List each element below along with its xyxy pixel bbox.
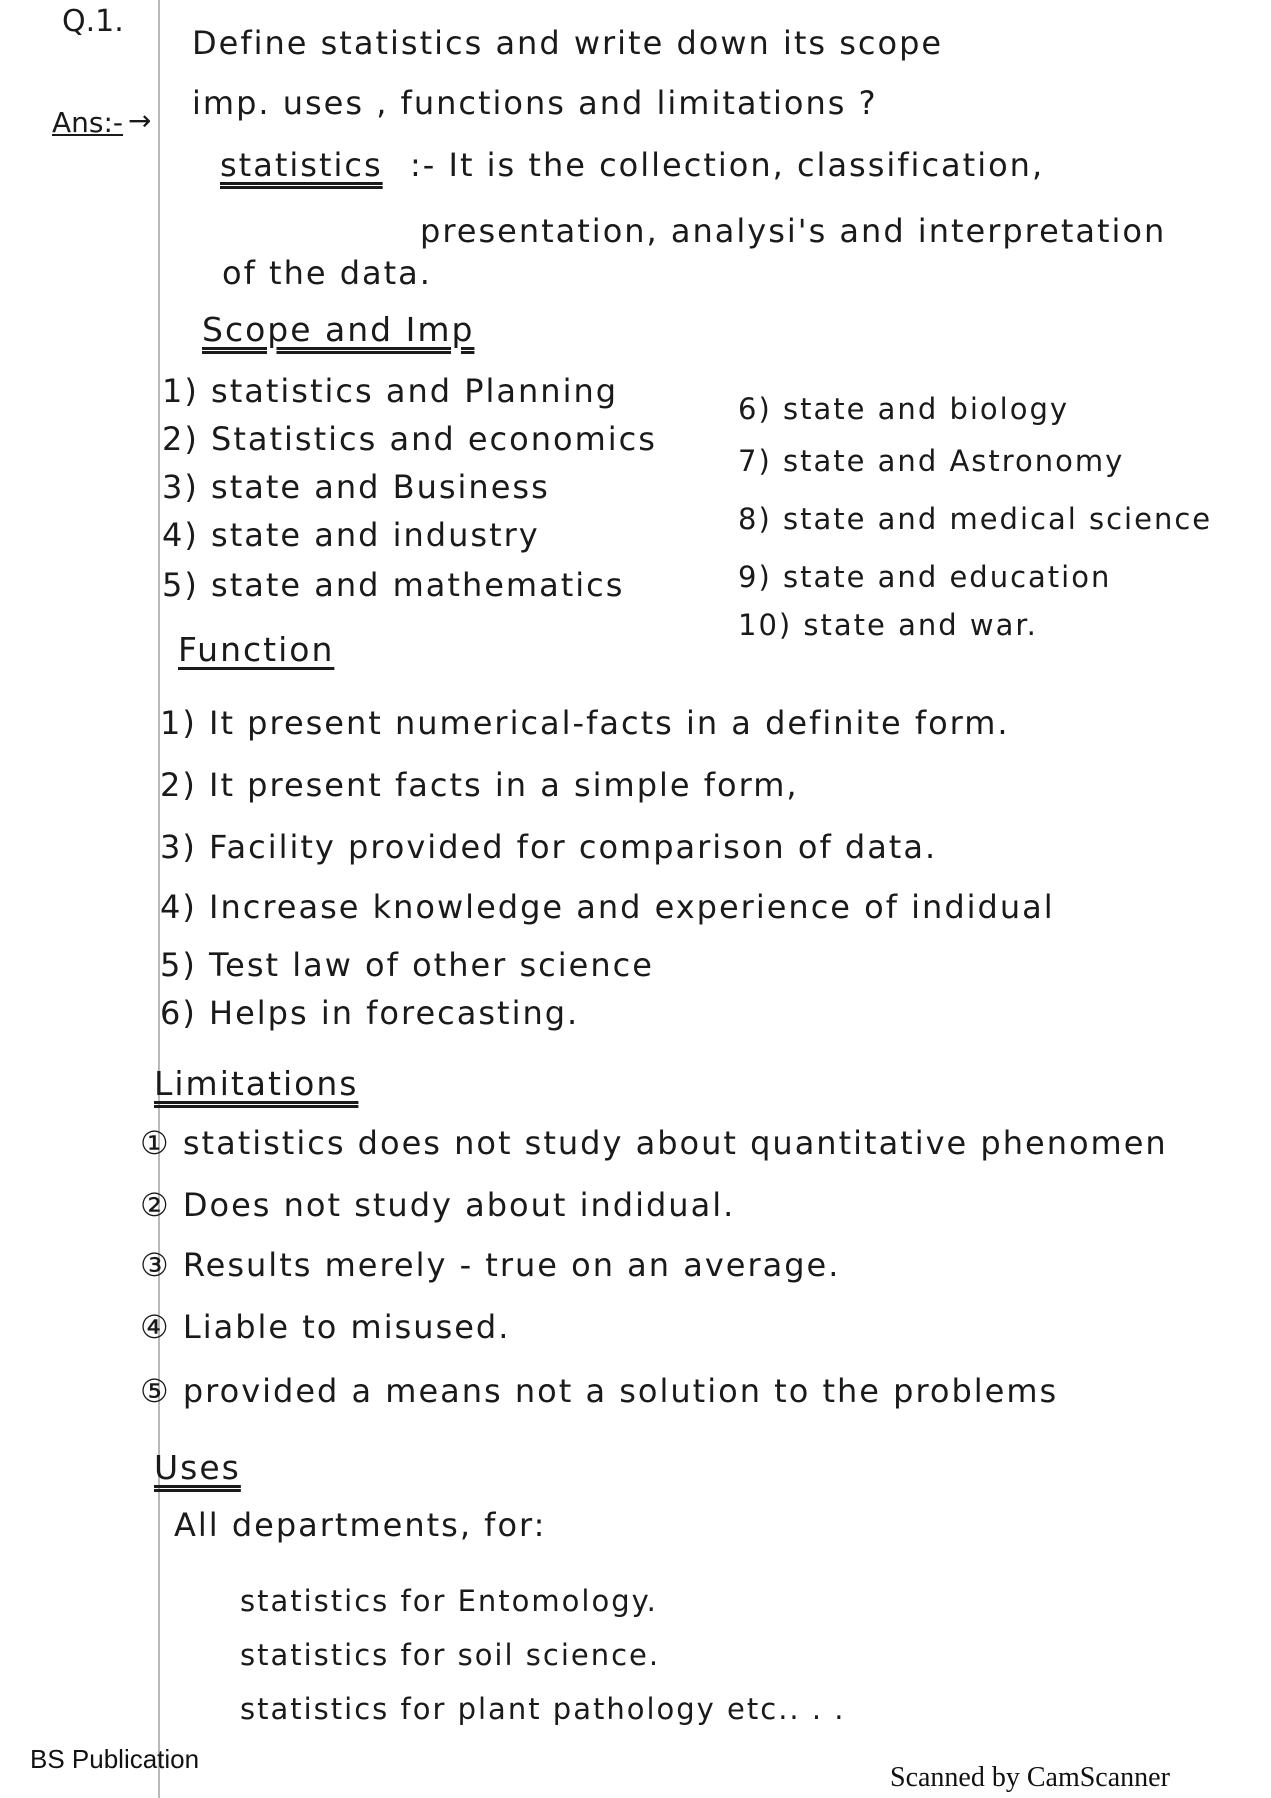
limitation-item: ⑤ provided a means not a solution to the problems [140, 1372, 1059, 1410]
question-line-2: imp. uses , functions and limitations ? [192, 84, 878, 122]
definition-line-3: of the data. [222, 254, 432, 292]
uses-heading: Uses [154, 1448, 241, 1487]
limitation-item: ④ Liable to misused. [140, 1308, 511, 1346]
answer-label: Ans:- [52, 106, 124, 139]
limitation-item: ① statistics does not study about quantitative phenomen [140, 1124, 1168, 1162]
limitation-item: ③ Results merely - true on an average. [140, 1246, 841, 1284]
scope-item: 6) state and biology [738, 392, 1070, 426]
question-line-1: Define statistics and write down its scope [192, 24, 944, 62]
scope-item: 10) state and war. [738, 608, 1038, 642]
definition-line-1: :- It is the collection, classification, [410, 146, 1045, 184]
scanner-watermark: Scanned by CamScanner [890, 1762, 1170, 1793]
uses-intro: All departments, for: [174, 1506, 547, 1544]
function-item: 6) Helps in forecasting. [160, 994, 580, 1032]
scope-heading: Scope and Imp [202, 310, 475, 349]
definition-line-2: presentation, analysi's and interpretation [420, 212, 1167, 250]
scope-item: 2) Statistics and economics [162, 420, 657, 458]
function-item: 4) Increase knowledge and experience of indidual [160, 888, 1055, 926]
question-number: Q.1. [62, 4, 124, 39]
function-item: 3) Facility provided for comparison of data. [160, 828, 938, 866]
uses-item: statistics for soil science. [240, 1638, 661, 1672]
uses-item: statistics for Entomology. [240, 1584, 658, 1618]
function-item: 2) It present facts in a simple form, [160, 766, 799, 804]
scope-item: 7) state and Astronomy [738, 444, 1125, 478]
function-item: 5) Test law of other science [160, 946, 654, 984]
arrow-icon: → [128, 104, 152, 137]
limitations-heading: Limitations [154, 1064, 359, 1103]
limitation-item: ② Does not study about indidual. [140, 1186, 736, 1224]
function-item: 1) It present numerical-facts in a definite form. [160, 704, 1010, 742]
function-heading: Function [178, 630, 335, 669]
scope-item: 5) state and mathematics [162, 566, 625, 604]
scope-item: 9) state and education [738, 560, 1112, 594]
scope-item: 4) state and industry [162, 516, 540, 554]
publisher-label: BS Publication [30, 1744, 200, 1774]
scope-item: 1) statistics and Planning [162, 372, 619, 410]
scope-item: 3) state and Business [162, 468, 550, 506]
uses-item: statistics for plant pathology etc.. . . [240, 1692, 846, 1726]
scope-item: 8) state and medical science [738, 502, 1213, 536]
definition-term: statistics [220, 146, 383, 184]
